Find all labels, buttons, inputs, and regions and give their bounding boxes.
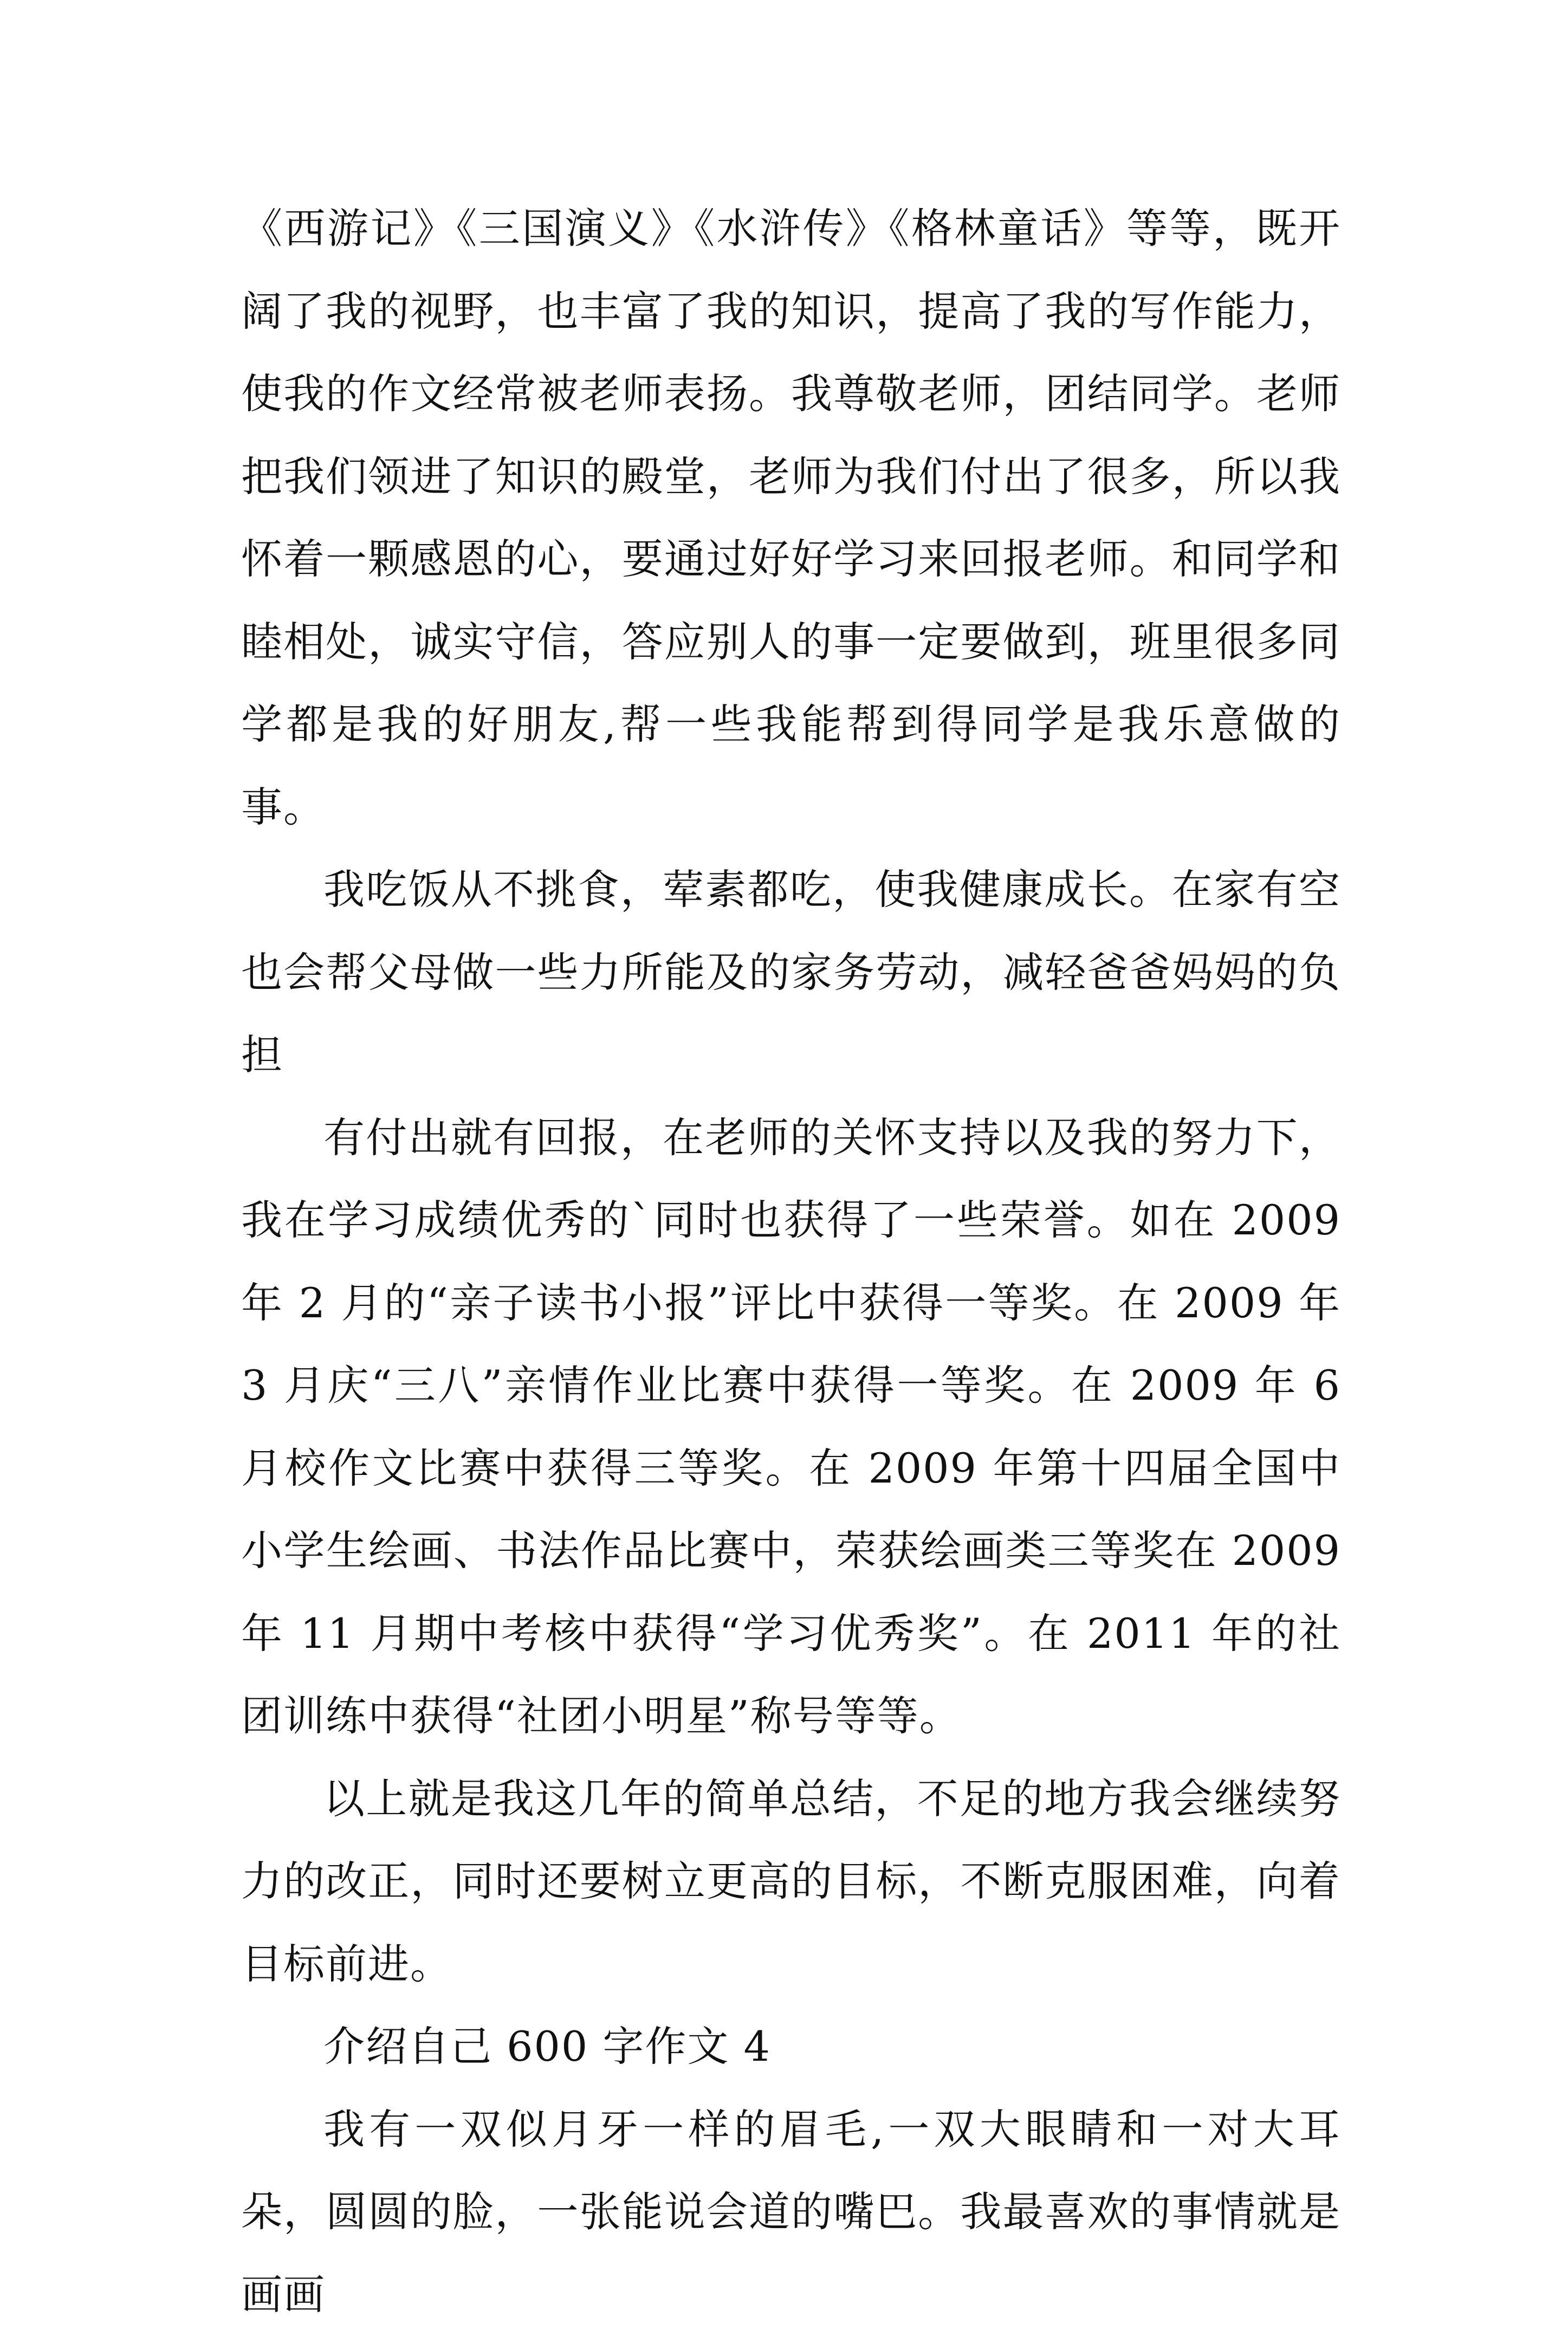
paragraph-summary: 以上就是我这几年的简单总结，不足的地方我会继续努力的改正，同时还要树立更高的目标，不断克服困难，向着目标前进。 (241, 1758, 1341, 2006)
paragraph-honors: 有付出就有回报，在老师的关怀支持以及我的努力下，我在学习成绩优秀的`同时也获得了一些荣誉。如在 2009 年 2 月的“亲子读书小报”评比中获得一等奖。在 2009 年 3 月庆“三八”亲情作业比赛中获得一等奖。在 2009 年 6 月校作文比赛中获得三等奖。在 2009 年第十四届全国中小学生绘画、书法作品比赛中，荣获绘画类三等奖在 2009 年 11 月期中考核中获得“学习优秀奖”。在 2011 年的社团训练中获得“社团小明星”称号等等。 (241, 1097, 1341, 1758)
section-heading: 介绍自己 600 字作文 4 (241, 2005, 1341, 2088)
document-body (241, 187, 1341, 2336)
paragraph-reading-and-friends: 《西游记》《三国演义》《水浒传》《格林童话》等等，既开阔了我的视野，也丰富了我的知识，提高了我的写作能力，使我的作文经常被老师表扬。我尊敬老师，团结同学。老师把我们领进了知识的殿堂，老师为我们付出了很多，所以我怀着一颗感恩的心，要通过好好学习来回报老师。和同学和睦相处，诚实守信，答应别人的事一定要做到，班里很多同学都是我的好朋友,帮一些我能帮到得同学是我乐意做的事。 (241, 187, 1341, 849)
paragraph-self-description: 我有一双似月牙一样的眉毛,一双大眼睛和一对大耳朵，圆圆的脸，一张能说会道的嘴巴。我最喜欢的事情就是画画 (241, 2088, 1341, 2336)
paragraph-eating-and-chores: 我吃饭从不挑食，荤素都吃，使我健康成长。在家有空也会帮父母做一些力所能及的家务劳动，减轻爸爸妈妈的负担 (241, 849, 1341, 1097)
